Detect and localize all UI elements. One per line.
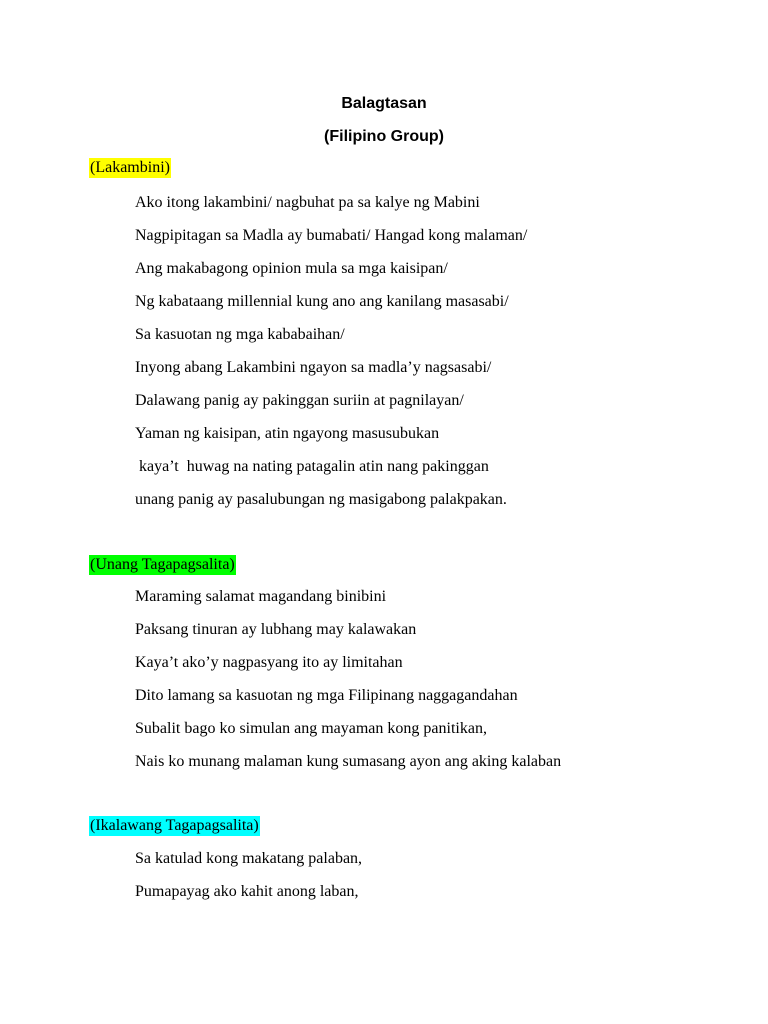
verse-line: Ang makabagong opinion mula sa mga kaisipan/: [135, 260, 448, 277]
verse-line: Sa katulad kong makatang palaban,: [135, 850, 363, 867]
verse-lines: [135, 587, 561, 785]
verse-line: Ako itong lakambini/ nagbuhat pa sa kalye ng Mabini: [135, 194, 480, 211]
verse-line: Nais ko munang malaman kung sumasang ayon ang aking kalaban: [135, 753, 562, 770]
verse-line: Paksang tinuran ay lubhang may kalawakan: [135, 621, 417, 638]
verse-line: Dito lamang sa kasuotan ng mga Filipinang naggagandahan: [135, 687, 518, 704]
document-subtitle: (Filipino Group): [324, 128, 444, 145]
verse-line: Pumapayag ako kahit anong laban,: [135, 883, 359, 900]
verse-line: Subalit bago ko simulan ang mayaman kong panitikan,: [135, 720, 487, 737]
speaker-label: (Unang Tagapagsalita): [90, 556, 235, 573]
verse-line: Ng kabataang millennial kung ano ang kanilang masasabi/: [135, 293, 509, 310]
speaker-label: (Lakambini): [90, 159, 170, 176]
verse-line: kaya’t huwag na nating patagalin atin nang pakinggan: [135, 458, 489, 475]
verse-lines: [135, 849, 362, 915]
speaker-label: (Ikalawang Tagapagsalita): [90, 817, 259, 834]
verse-line: Sa kasuotan ng mga kababaihan/: [135, 326, 345, 343]
verse-line: Inyong abang Lakambini ngayon sa madla’y nagsasabi/: [135, 359, 492, 376]
verse-line: Kaya’t ako’y nagpasyang ito ay limitahan: [135, 654, 403, 671]
verse-lines: [135, 193, 527, 523]
verse-line: Maraming salamat magandang binibini: [135, 588, 387, 605]
document-title: Balagtasan: [341, 95, 427, 112]
verse-line: Dalawang panig ay pakinggan suriin at pagnilayan/: [135, 392, 464, 409]
verse-line: Nagpipitagan sa Madla ay bumabati/ Hangad kong malaman/: [135, 227, 528, 244]
verse-line: Yaman ng kaisipan, atin ngayong masusubukan: [135, 425, 440, 442]
verse-line: unang panig ay pasalubungan ng masigabong palakpakan.: [135, 491, 507, 508]
